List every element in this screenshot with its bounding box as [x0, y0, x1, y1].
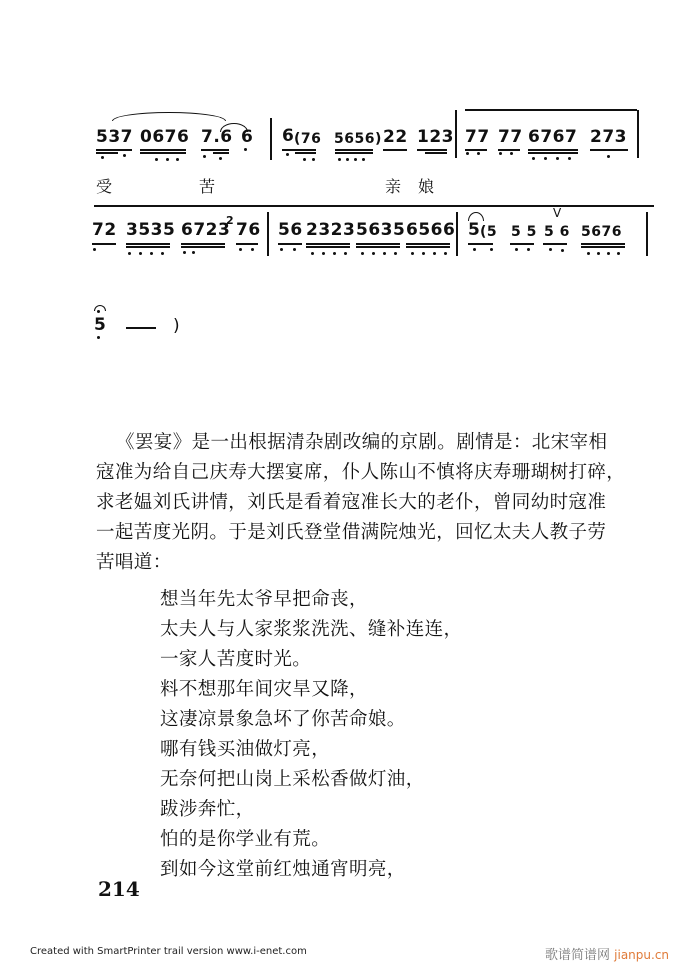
verse-line: 无奈何把山岗上采松香做灯油， — [160, 769, 425, 790]
verse-line: 想当年先太爷早把命丧， — [160, 589, 368, 610]
lyric: 亲 — [385, 177, 402, 196]
note-group: 5 — [94, 315, 107, 335]
watermark — [545, 944, 669, 963]
note-group: (76 — [294, 131, 322, 147]
paragraph-line: 求老媪刘氏讲情，刘氏是看着寇准长大的老仆，曾同幼时寇准 — [96, 492, 607, 513]
paragraph-line: 《罢宴》是一出根据清杂剧改编的京剧。剧情是：北宋宰相 — [116, 432, 608, 453]
verse-line: 哪有钱买油做灯亮， — [160, 739, 331, 760]
barline — [270, 118, 272, 160]
note-group: 6 — [241, 127, 254, 147]
footer-credit: Created with SmartPrinter trail version www.i-enet.com — [30, 946, 307, 957]
watermark-label: 歌谱简谱网 — [545, 948, 611, 963]
barline — [456, 212, 458, 256]
note-group: 5656) — [334, 131, 382, 147]
barline — [646, 212, 648, 256]
grace-note: 2 — [226, 214, 235, 227]
barline — [267, 212, 269, 256]
note-group: 77 — [498, 127, 523, 147]
verse-line: 这凄凉景象急坏了你苦命娘。 — [160, 709, 406, 730]
tie-line — [94, 205, 654, 207]
tie-line — [465, 109, 637, 111]
note-group: 5 5 — [511, 224, 537, 240]
breath-mark: V — [553, 206, 562, 220]
note-group: 56 — [278, 220, 303, 240]
note-group: 6566 — [406, 220, 456, 240]
verse-lyrics — [160, 585, 462, 885]
verse-line: 跋涉奔忙， — [160, 799, 255, 820]
note-group: 77 — [465, 127, 490, 147]
note-group: 3535 — [126, 220, 176, 240]
lyric: 娘 — [418, 177, 435, 196]
dash-extension — [126, 327, 156, 329]
note-group: 72 — [92, 220, 117, 240]
paragraph-line: 苦唱道： — [96, 552, 172, 573]
note-group: 6723 — [181, 220, 231, 240]
note-group: 5676 — [581, 224, 622, 240]
note-group: 5635 — [356, 220, 406, 240]
note-group: 0676 — [140, 127, 190, 147]
note-group: 22 — [383, 127, 408, 147]
closing-paren: ) — [173, 316, 181, 336]
note-group: 7.6 — [201, 127, 233, 147]
lyric: 苦 — [199, 177, 216, 196]
note-group: 6767 — [528, 127, 578, 147]
note-group: 5 6 — [544, 224, 570, 240]
barline — [637, 110, 639, 158]
note-group: 273 — [590, 127, 627, 147]
fermata-icon — [94, 305, 106, 311]
note-group: 5 — [468, 220, 481, 240]
barline — [455, 110, 457, 158]
paragraph-line: 寇准为给自己庆寿大摆宴席，仆人陈山不慎将庆寿珊瑚树打碎， — [96, 462, 626, 483]
note-group: (5 — [480, 224, 498, 240]
watermark-site: jianpu.cn — [614, 948, 670, 962]
note-group: 76 — [236, 220, 261, 240]
verse-line: 怕的是你学业有荒。 — [160, 829, 331, 850]
verse-line: 到如今这堂前红烛通宵明亮， — [160, 859, 406, 880]
paragraph-line: 一起苦度光阴。于是刘氏登堂借满院烛光，回忆太夫人教子劳 — [96, 522, 607, 543]
note-group: 537 — [96, 127, 133, 147]
note-group: 6 — [282, 126, 295, 146]
slur — [112, 112, 226, 121]
lyric: 受 — [96, 177, 113, 196]
verse-line: 一家人苦度时光。 — [160, 649, 312, 670]
note-group: 123 — [417, 127, 454, 147]
verse-line: 太夫人与人家浆浆洗洗、缝补连连， — [160, 619, 463, 640]
intro-paragraph — [96, 428, 656, 578]
note-group: 2323 — [306, 220, 356, 240]
verse-line: 料不想那年间灾旱又降， — [160, 679, 368, 700]
page-number: 214 — [98, 877, 140, 901]
